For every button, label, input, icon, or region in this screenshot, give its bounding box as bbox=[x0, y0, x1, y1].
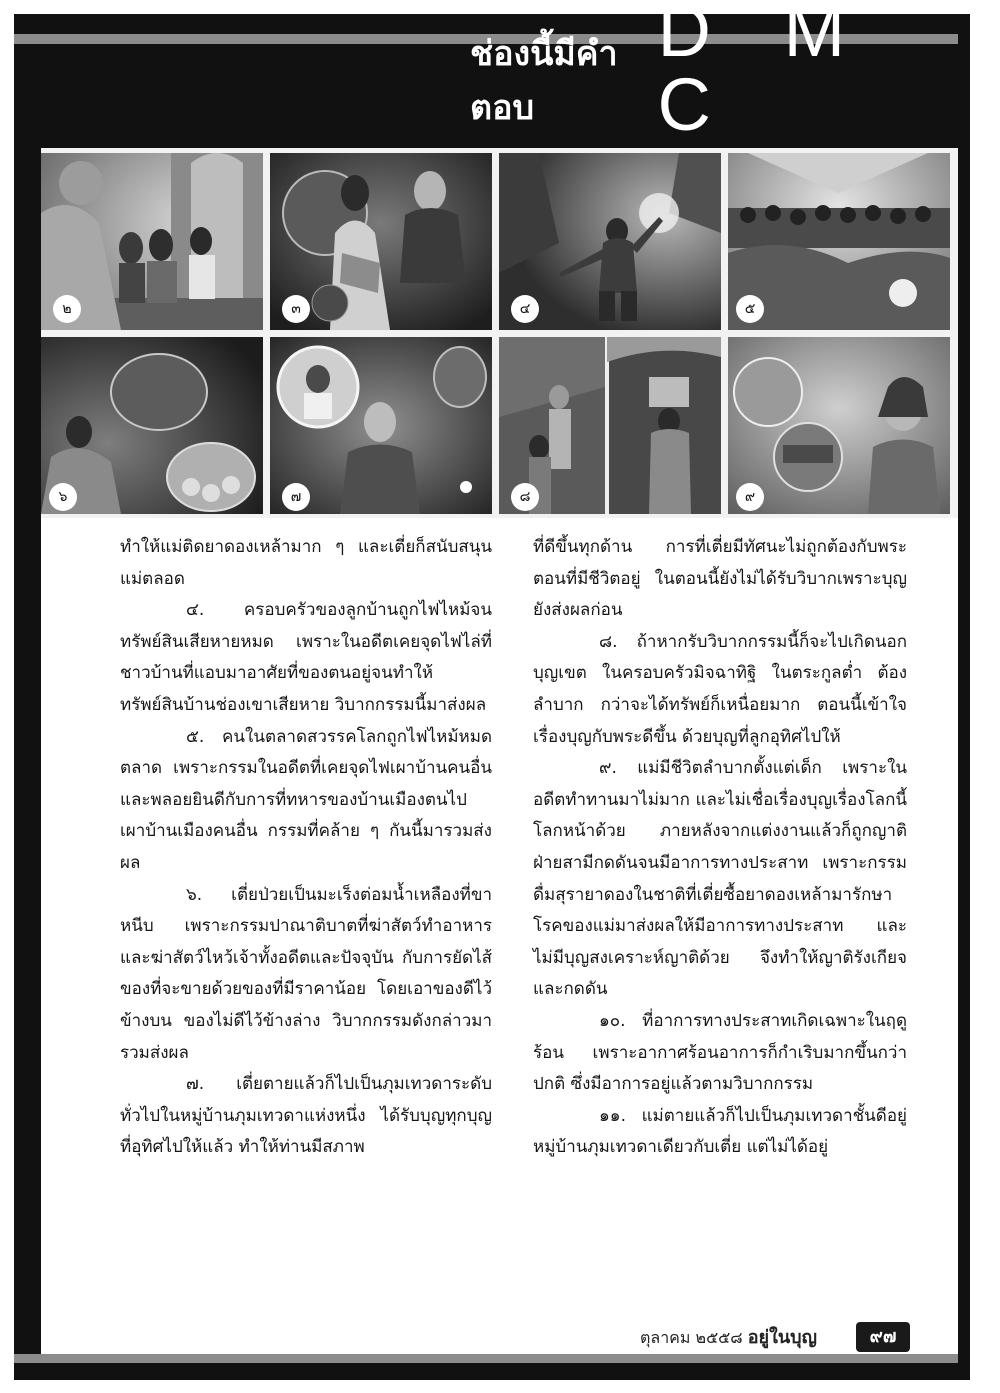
right-black-border bbox=[958, 14, 970, 1380]
left-black-border bbox=[14, 14, 41, 1380]
photo-label: ๖ bbox=[49, 483, 77, 511]
column-header bbox=[470, 0, 910, 146]
photo-5-market-fire bbox=[728, 153, 950, 330]
paragraph: ๗. เตี่ยตายแล้วก็ไปเป็นภุมเทวดาระดับทั่วไปในหมู่บ้านภุมเทวดาแห่งหนึ่ง ได้รับบุญทุกบุญที่อุทิศไปให้แล้ว ทำให้ท่านมีสภาพ bbox=[120, 1074, 492, 1158]
photo-label: ๕ bbox=[736, 295, 764, 323]
paragraph: ๘. ถ้าหากรับวิบากกรรมนี้ก็จะไปเกิดนอกบุญเขต ในครอบครัวมิจฉาทิฐิ ในตระกูลต่ำ ต้องลำบาก กว่าจะได้ทรัพย์ก็เหนื่อยมาก ตอนนี้เข้าใจเรื่องบุญกับพระดีขึ้น ด้วยบุญที่ลูกอุทิศไปให้ bbox=[533, 631, 907, 747]
page-number: ๙๗ bbox=[856, 1322, 910, 1352]
photo-3-woman-man bbox=[270, 153, 492, 330]
photo-label: ๔ bbox=[511, 295, 539, 323]
photo-6-father-ill bbox=[41, 337, 263, 514]
bottom-gray-stripe bbox=[14, 1354, 958, 1363]
paragraph: ทำให้แม่ติดยาดองเหล้ามาก ๆ และเตี่ยก็สนับสนุนแม่ตลอด bbox=[120, 537, 492, 589]
photo-4-man-torch bbox=[499, 153, 721, 330]
photo-label: ๓ bbox=[282, 295, 310, 323]
paragraph: ๑๐. ที่อาการทางประสาทเกิดเฉพาะในฤดูร้อน เพราะอากาศร้อนอาการก็กำเริบมากขึ้นกว่าปกติ ซึ่งมีอาการอยู่แล้วตามวิบากกรรม bbox=[533, 1010, 907, 1095]
photo-8-rebirth-hardship bbox=[499, 337, 721, 514]
photo-7-father-deity bbox=[270, 337, 492, 514]
photo-label: ๒ bbox=[53, 295, 81, 323]
paragraph: ๑๑. แม่ตายแล้วก็ไปเป็นภุมเทวดาชั้นดีอยู่หมู่บ้านภุมเทวดาเดียวกับเตี่ย แต่ไม่ได้อยู่ bbox=[533, 1105, 907, 1158]
left-text-column bbox=[120, 532, 492, 1164]
photo-label: ๗ bbox=[282, 483, 310, 511]
photo-2-monk-temple bbox=[41, 153, 263, 330]
header-thai-title: ช่องนี้มีคำตอบ bbox=[470, 34, 618, 128]
photo-9-mother-deity bbox=[728, 337, 950, 514]
photo-label: ๙ bbox=[736, 483, 764, 511]
paragraph: ๖. เตี่ยป่วยเป็นมะเร็งต่อมน้ำเหลืองที่ขาหนีบ เพราะกรรมปาณาติบาตที่ฆ่าสัตว์ทำอาหารและฆ่าสัตว์ไหว้เจ้าทั้งอดีตและปัจจุบัน กับการยัดไส้ของที่จะขายด้วยของที่มีราคาน้อย โดยเอาของดีไว้ข้างบน ของไม่ดีไว้ข้างล่าง วิบากกรรมดังกล่าวมารวมส่งผล bbox=[120, 884, 492, 1063]
paragraph: ๕. คนในตลาดสวรรคโลกถูกไฟไหม้หมดตลาด เพราะกรรมในอดีตที่เคยจุดไฟเผาบ้านคนอื่น และพลอยยินดีกับการที่ทหารของบ้านเมืองตนไปเผาบ้านเมืองคนอื่น กรรมที่คล้าย ๆ กันนี้มารวมส่งผล bbox=[120, 726, 492, 873]
paragraph: ๔. ครอบครัวของลูกบ้านถูกไฟไหม้จนทรัพย์สินเสียหายหมด เพราะในอดีตเคยจุดไฟไล่ที่ชาวบ้านที่แอบมาอาศัยที่ของตนอยู่จนทำให้ทรัพย์สินบ้านช่องเขาเสียหาย วิบากกรรมนี้มาส่งผล bbox=[120, 600, 492, 715]
bottom-black-border bbox=[14, 1363, 970, 1380]
right-text-column bbox=[533, 532, 907, 1164]
header-brand-dmc: D M C bbox=[657, 0, 872, 146]
photo-label: ๘ bbox=[511, 483, 539, 511]
footer-issue bbox=[640, 1323, 817, 1353]
footer-magazine-name: อยู่ในบุญ bbox=[747, 1327, 817, 1348]
footer-date: ตุลาคม ๒๕๕๘ bbox=[640, 1328, 743, 1347]
paragraph: ที่ดีขึ้นทุกด้าน การที่เตี่ยมีทัศนะไม่ถูกต้องกับพระตอนที่มีชีวิตอยู่ ในตอนนี้ยังไม่ได้รับวิบากเพราะบุญยังส่งผลก่อน bbox=[533, 537, 907, 621]
paragraph: ๙. แม่มีชีวิตลำบากตั้งแต่เด็ก เพราะในอดีตทำทานมาไม่มาก และไม่เชื่อเรื่องบุญเรื่องโลกนี้โลกหน้าด้วย ภายหลังจากแต่งงานแล้วก็ถูกญาติฝ่ายสามีกดดันจนมีอาการทางประสาท เพราะกรรมดื่มสุรายาดองในชาติที่เตี่ยซื้อยาดองเหล้ามารักษาโรคของแม่มาส่งผลให้มีอาการทางประสาท และไม่มีบุญสงเคราะห์ญาติด้วย จึงทำให้ญาติรังเกียจและกดดัน bbox=[533, 758, 907, 1000]
